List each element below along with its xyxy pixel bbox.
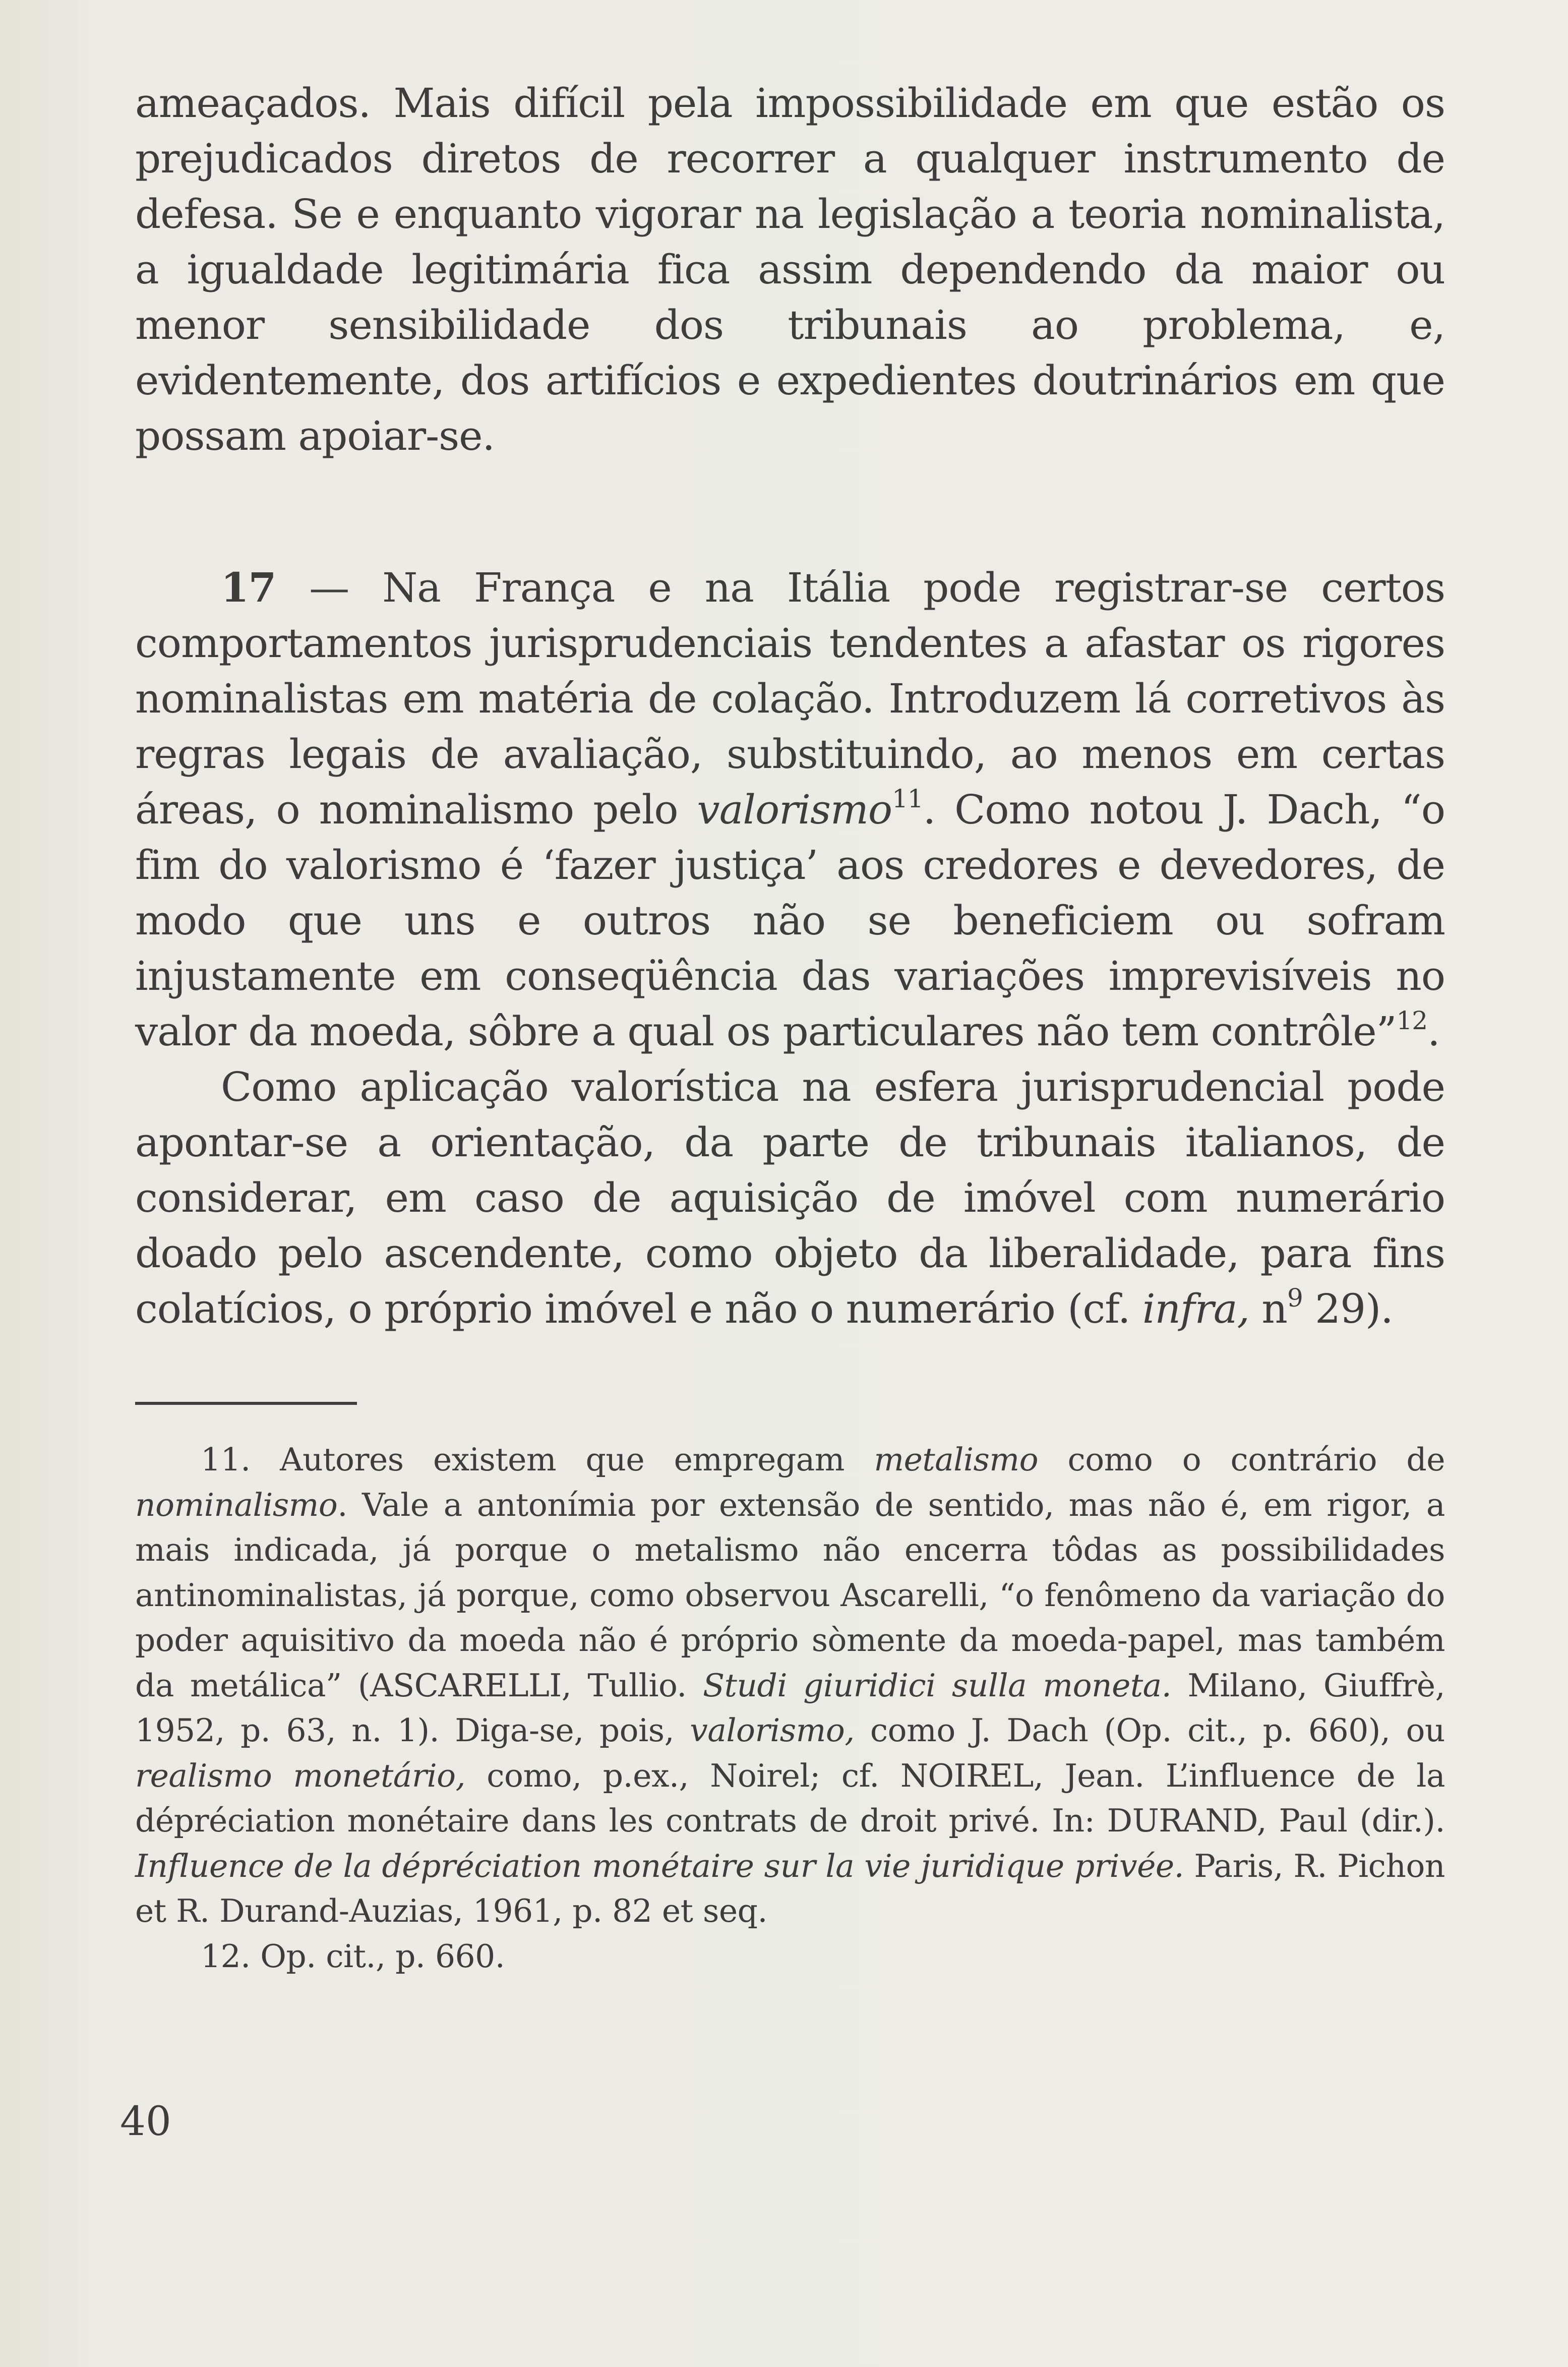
main-text (135, 76, 1445, 1337)
ordinal-mark: 9 (1287, 1283, 1303, 1313)
footnote-text: 11. Autores existem que empregam (201, 1441, 874, 1478)
p3-text-b: n (1249, 1285, 1287, 1332)
footnote-ref-12[interactable]: 12 (1396, 1006, 1428, 1035)
section-number: 17 (221, 564, 276, 611)
footnote-divider (135, 1402, 357, 1405)
section-text-c: . (1427, 1008, 1440, 1055)
footnote-ref-11[interactable]: 11 (892, 784, 923, 813)
footnote-text: . Vale a antonímia por extensão de sentido, mas não é, em rigor, a mais indicada, já porque o metalismo não encerra tôdas as possibilidades antinominalistas, já porque, como observou Ascarelli, “o fenômeno da variação do poder aquisitivo da moeda não é próprio sòmente da moeda-papel, mas também da metálica” (ASCARELLI, Tullio. (135, 1486, 1445, 1704)
page-number: 40 (120, 2098, 171, 2145)
footnote-italic-text: metalismo (874, 1441, 1039, 1478)
footnote-text: Milano, Giuffrè, 1952, p. 63, n. 1). Diga-se, pois, (135, 1667, 1445, 1749)
footnote-italic-text: Influence de la dépréciation monétaire sur la vie juridique privée. (135, 1847, 1184, 1884)
footnotes (135, 1437, 1445, 1979)
footnote-text: 12. Op. cit., p. 660. (201, 1937, 505, 1975)
section-text-a: Na França e na Itália pode registrar-se certos comportamentos jurisprudenciais tendentes a afastar os rigores nominalistas em matéria de colação. Introduzem lá corretivos às regras legais de avaliação, substituindo, ao menos em certas áreas, o nominalismo pelo (135, 564, 1445, 833)
p3-text-a: Como aplicação valorística na esfera jurisprudencial pode apontar-se a orientação, da parte de tribunais italianos, de considerar, em caso de aquisição de imóvel com numerário doado pelo ascendente, como objeto da liberalidade, para fins colatícios, o próprio imóvel e não o numerário (cf. (135, 1063, 1445, 1332)
footnote-text: como, p.ex., Noirel; cf. NOIREL, Jean. L’influence de la dépréciation monétaire dans les contrats de droit privé. In: DURAND, Paul (dir.). (135, 1757, 1445, 1839)
section-text-b: . Como notou J. Dach, “o fim do valorismo é ‘fazer justiça’ aos credores e devedores, de modo que uns e outros não se beneficiem ou sofram injustamente em conseqüência das variações imprevisíveis no valor da moeda, sôbre a qual os particulares não tem contrôle” (135, 786, 1445, 1055)
footnote-text: Paris, R. Pichon et R. Durand-Auzias, 1961, p. 82 et seq. (135, 1847, 1445, 1929)
footnote-italic-text: nominalismo (135, 1486, 338, 1523)
footnote-italic-text: realismo monetário, (135, 1757, 466, 1794)
italic-term-valorismo: valorismo (697, 786, 892, 833)
footnote-text: como o contrário de (1038, 1441, 1445, 1478)
paragraph-application (135, 1059, 1445, 1337)
footnote-text: como J. Dach (Op. cit., p. 660), ou (854, 1712, 1445, 1749)
footnote-italic-text: Studi giuridici sulla moneta. (702, 1667, 1172, 1704)
book-page (135, 76, 1445, 1975)
footnote-11 (135, 1437, 1445, 1934)
italic-infra: infra, (1142, 1285, 1249, 1332)
section-dash: — (276, 564, 383, 611)
footnote-12 (135, 1934, 1445, 1979)
paragraph-continuation: ameaçados. Mais difícil pela impossibilidade em que estão os prejudicados diretos de recorrer a qualquer instrumento de defesa. Se e enquanto vigorar na legislação a teoria nominalista, a igualdade legitimária fica assim dependendo da maior ou menor sensibilidade dos tribunais ao problema, e, evidentemente, dos artifícios e expedientes doutrinários em que possam apoiar-se. (135, 80, 1445, 459)
footnote-italic-text: valorismo, (690, 1712, 855, 1749)
p3-text-c: 29). (1302, 1285, 1393, 1332)
section-17-paragraph (135, 560, 1445, 1059)
